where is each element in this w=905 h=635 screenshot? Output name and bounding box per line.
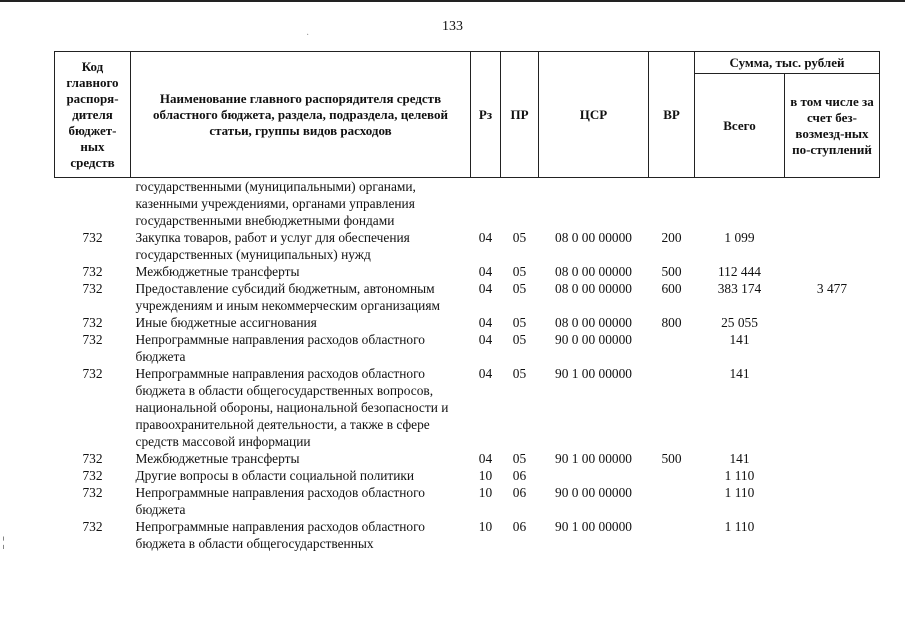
header-incl: в том числе за счет без-возмезд-ных по-ступлений [785, 74, 880, 178]
cell-incl [785, 178, 880, 230]
table-row [55, 263, 880, 280]
cell-name: Непрограммные направления расходов областного бюджета [135, 332, 425, 364]
cell-csr: 08 0 00 00000 [555, 315, 632, 330]
cell-pr [501, 178, 539, 230]
cell-code: 732 [82, 332, 103, 347]
table-row [55, 314, 880, 331]
cell-pr: 05 [512, 230, 527, 245]
cell-name: Предоставление субсидий бюджетным, автономным учреждениям и иным некоммерческим организациям [135, 281, 440, 313]
cell-pr: 05 [512, 366, 527, 381]
cell-csr: 90 0 00 00000 [555, 485, 632, 500]
header-pr: ПР [501, 52, 539, 178]
cell-vr: 600 [661, 281, 682, 296]
table-row [55, 518, 880, 552]
cell-rz: 04 [478, 230, 493, 245]
cell-name: Межбюджетные трансферты [135, 451, 300, 466]
cell-rz: 04 [478, 332, 493, 347]
top-rule [0, 0, 905, 2]
cell-csr: 08 0 00 00000 [555, 230, 632, 245]
cell-incl [785, 450, 880, 467]
header-csr: ЦСР [539, 52, 649, 178]
cell-rz: 04 [478, 366, 493, 381]
cell-vr [649, 331, 695, 365]
cell-name: Непрограммные направления расходов областного бюджета в области общегосударственных [135, 519, 425, 551]
cell-csr [539, 467, 649, 484]
cell-vr [649, 178, 695, 230]
cell-name: Другие вопросы в области социальной политики [135, 468, 415, 483]
cell-total: 141 [729, 451, 750, 466]
scan-edge-mark: ¦ [2, 535, 5, 550]
cell-code: 732 [82, 315, 103, 330]
cell-code: 732 [82, 468, 103, 483]
cell-name: государственными (муниципальными) органами, казенными учреждениями, органами управления государственными внебюджетными фондами [135, 179, 416, 228]
cell-incl [785, 331, 880, 365]
cell-rz: 04 [478, 264, 493, 279]
cell-rz: 10 [478, 519, 493, 534]
cell-code: 732 [82, 230, 103, 245]
cell-incl: 3 477 [816, 281, 848, 296]
cell-rz: 04 [478, 315, 493, 330]
cell-incl [785, 484, 880, 518]
cell-vr [649, 365, 695, 450]
cell-total: 25 055 [721, 315, 758, 330]
cell-code: 732 [82, 281, 103, 296]
cell-total: 1 099 [724, 230, 755, 245]
cell-csr: 08 0 00 00000 [555, 281, 632, 296]
cell-incl [785, 518, 880, 552]
cell-code: 732 [82, 264, 103, 279]
header-total: Всего [695, 74, 785, 178]
cell-name: Непрограммные направления расходов областного бюджета [135, 485, 425, 517]
cell-incl [785, 263, 880, 280]
cell-vr: 500 [661, 264, 682, 279]
table-row [55, 280, 880, 314]
cell-pr: 06 [512, 519, 527, 534]
cell-code: 732 [82, 451, 103, 466]
cell-pr: 05 [512, 264, 527, 279]
cell-pr: 05 [512, 281, 527, 296]
cell-vr [649, 467, 695, 484]
cell-vr: 500 [661, 451, 682, 466]
cell-pr: 05 [512, 451, 527, 466]
cell-csr: 90 1 00 00000 [555, 366, 632, 381]
table-row [55, 450, 880, 467]
cell-total: 383 174 [717, 281, 762, 296]
table-row [55, 178, 880, 230]
cell-name: Межбюджетные трансферты [135, 264, 300, 279]
header-vr: ВР [649, 52, 695, 178]
table-header [55, 52, 880, 178]
cell-total: 141 [729, 366, 750, 381]
cell-total: 1 110 [724, 485, 755, 500]
cell-name: Непрограммные направления расходов областного бюджета в области общегосударственных вопросов, национальной обороны, национальной безопасности и правоохранительной деятельности, а также в сфере средств массовой информации [135, 366, 449, 449]
budget-table [54, 51, 880, 552]
cell-total: 141 [729, 332, 750, 347]
header-name: Наименование главного распорядителя средств областного бюджета, раздела, подраздела, целевой статьи, группы видов расходов [131, 52, 471, 178]
cell-total: 112 444 [717, 264, 762, 279]
scan-speck: · [306, 30, 310, 41]
cell-code: 732 [82, 519, 103, 534]
table-row [55, 484, 880, 518]
cell-vr [649, 484, 695, 518]
cell-rz [471, 178, 501, 230]
cell-name: Закупка товаров, работ и услуг для обеспечения государственных (муниципальных) нужд [135, 230, 410, 262]
cell-total: 1 110 [724, 519, 755, 534]
cell-total: 1 110 [724, 468, 755, 483]
cell-pr: 06 [512, 468, 527, 483]
header-sum-group: Сумма, тыс. рублей [695, 52, 880, 74]
table-body [55, 178, 880, 553]
cell-incl [785, 314, 880, 331]
cell-rz: 10 [478, 468, 493, 483]
cell-incl [785, 365, 880, 450]
cell-incl [785, 229, 880, 263]
cell-code [55, 178, 131, 230]
header-code: Код главного распоря-дителя бюджет-ных средств [55, 52, 131, 178]
cell-code: 732 [82, 485, 103, 500]
cell-vr: 200 [661, 230, 682, 245]
cell-csr: 90 0 00 00000 [555, 332, 632, 347]
cell-name: Иные бюджетные ассигнования [135, 315, 317, 330]
cell-pr: 06 [512, 485, 527, 500]
cell-rz: 10 [478, 485, 493, 500]
cell-rz: 04 [478, 281, 493, 296]
page-number: 133 [442, 19, 463, 34]
header-rz: Рз [471, 52, 501, 178]
table-row [55, 365, 880, 450]
cell-vr [649, 518, 695, 552]
cell-pr: 05 [512, 332, 527, 347]
cell-total [695, 178, 785, 230]
cell-vr: 800 [661, 315, 682, 330]
cell-code: 732 [82, 366, 103, 381]
cell-csr [539, 178, 649, 230]
cell-csr: 90 1 00 00000 [555, 451, 632, 466]
table-row [55, 331, 880, 365]
table-row [55, 467, 880, 484]
cell-pr: 05 [512, 315, 527, 330]
cell-csr: 90 1 00 00000 [555, 519, 632, 534]
cell-incl [785, 467, 880, 484]
cell-rz: 04 [478, 451, 493, 466]
table-row [55, 229, 880, 263]
cell-csr: 08 0 00 00000 [555, 264, 632, 279]
